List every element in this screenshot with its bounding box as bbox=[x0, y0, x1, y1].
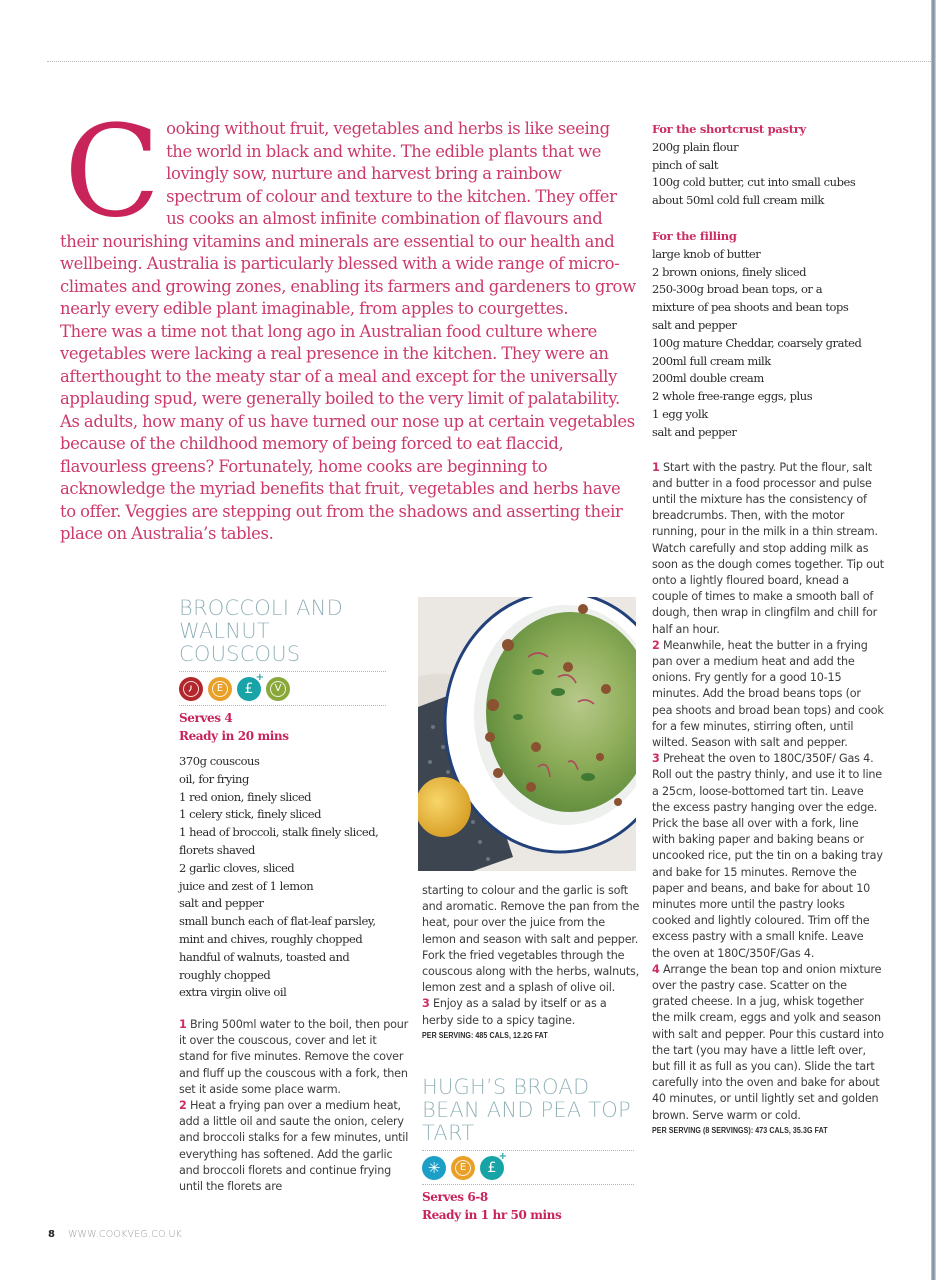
recipe-title: BROCCOLI AND WALNUT COUSCOUS bbox=[179, 596, 343, 666]
ingredient-item: 370g couscous bbox=[179, 754, 260, 768]
recipe-photo-couscous bbox=[418, 597, 636, 871]
budget-icon: £ + bbox=[237, 677, 261, 701]
dotted-divider bbox=[179, 705, 386, 706]
website-link[interactable]: WWW.COOKVEG.CO.UK bbox=[67, 1229, 183, 1240]
pastry-ingredients bbox=[652, 139, 884, 210]
ingredient-item: florets shaved bbox=[179, 842, 255, 857]
page-footer bbox=[48, 1229, 182, 1240]
recipe-tart-method bbox=[652, 460, 884, 1137]
intro-text bbox=[60, 98, 638, 546]
method-step-continued: starting to colour and the garlic is soft and aromatic. Remove the pan from the heat, pour over the juice from the lemon and season with salt and pepper. Fork the fried vegetables through the couscous along with the herbs, walnuts, lemon zest and a splash of olive oil. bbox=[422, 884, 640, 995]
ready-time-label: Ready in 20 mins bbox=[179, 729, 289, 743]
budget-icon: £ + bbox=[480, 1156, 504, 1180]
ingredient-item: 1 celery stick, finely sliced bbox=[179, 807, 322, 822]
recipe-title: HUGH’S BROAD BEAN AND PEA TOP TART bbox=[422, 1075, 631, 1145]
recipe-icons bbox=[422, 1151, 634, 1184]
ingredient-item: 250-300g broad bean tops, or a bbox=[652, 282, 823, 297]
method-step: 1 Bring 500ml water to the boil, then pour it over the couscous, cover and let it stand for five minutes. Remove the cover and fluff up the couscous with a fork, then set it aside some place warm. bbox=[179, 1018, 409, 1096]
recipe-broccoli-header bbox=[179, 597, 386, 745]
ingredient-item: extra virgin olive oil bbox=[179, 985, 287, 1000]
ingredient-item: 100g mature Cheddar, coarsely grated bbox=[652, 335, 862, 350]
ingredient-item: salt and pepper bbox=[652, 424, 737, 439]
nutrition-info: PER SERVING (8 SERVINGS): 473 CALS, 35.3G FAT bbox=[652, 1124, 828, 1135]
filling-ingredients bbox=[652, 246, 884, 442]
ingredient-item: 1 red onion, finely sliced bbox=[179, 789, 312, 804]
ingredient-item: pinch of salt bbox=[652, 157, 718, 172]
method-step: 3 Preheat the oven to 180C/350F/ Gas 4. Roll out the pastry thinly, and use it to line a 25cm, loose-bottomed tart tin. Leave the excess pastry hanging over the edge. Prick the base all over with a fork, line with baking paper and baking beans or uncooked rice, put the tin on a baking tray and bake for 15 minutes. Remove the paper and beans, and bake for about 10 minutes more until the pastry looks cooked and lightly coloured. Trim off the excess pastry with a small knife. Leave the oven at 180C/350F/Gas 4. bbox=[652, 752, 883, 960]
clock-icon bbox=[179, 677, 203, 701]
page-number: 8 bbox=[48, 1229, 55, 1240]
easy-icon: E bbox=[451, 1156, 475, 1180]
ingredient-item: 2 whole free-range eggs, plus bbox=[652, 389, 813, 404]
ingredient-item: 200ml full cream milk bbox=[652, 353, 771, 368]
serves-label: Serves 4 bbox=[179, 711, 233, 725]
recipe-tart-column bbox=[652, 121, 884, 1137]
ingredient-item: 2 garlic cloves, sliced bbox=[179, 860, 295, 875]
filling-heading: For the filling bbox=[652, 228, 737, 243]
ingredient-item: 1 head of broccoli, stalk finely sliced, bbox=[179, 825, 379, 840]
serves-label: Serves 6-8 bbox=[422, 1190, 488, 1204]
method-step: 2 Meanwhile, heat the butter in a frying pan over a medium heat and add the onions. Fry gently for a good 10-15 minutes. Add the broad beans tops (or pea shoots and broad bean tops) and cook for a few minutes, stirring often, until wilted. Season with salt and pepper. bbox=[652, 638, 884, 749]
page-edge-binding bbox=[931, 0, 936, 1280]
ingredient-item: mixture of pea shoots and bean tops bbox=[652, 300, 849, 315]
easy-icon: E bbox=[208, 677, 232, 701]
freezable-icon: ✳ bbox=[422, 1156, 446, 1180]
ingredient-item: 2 brown onions, finely sliced bbox=[652, 264, 807, 279]
ingredient-item: 1 egg yolk bbox=[652, 406, 708, 421]
ingredient-item: large knob of butter bbox=[652, 246, 761, 261]
ingredient-item: salt and pepper bbox=[652, 317, 737, 332]
top-dotted-rule bbox=[47, 61, 931, 62]
ingredient-item: mint and chives, roughly chopped bbox=[179, 931, 363, 946]
recipe-tart-header bbox=[422, 1076, 634, 1224]
recipe-broccoli-method bbox=[179, 1017, 409, 1195]
ingredient-item: 200ml double cream bbox=[652, 371, 764, 386]
intro-paragraph-1: ooking without fruit, vegetables and herbs is like seeing the world in black and white. The edible plants that we lovingly sow, nurture and harvest bring a rainbow spectrum of colour and texture to the kitchen. They offer us cooks an almost infinite combination of flavours and their nourishing vitamins and minerals are essential to our health and wellbeing. Australia is particularly blessed with a wide range of micro-climates and growing zones, enabling its farmers and gardeners to grow nearly every edible plant imaginable, from apples to courgettes. bbox=[60, 119, 636, 318]
ingredient-item: handful of walnuts, toasted and bbox=[179, 949, 350, 964]
ingredient-item: juice and zest of 1 lemon bbox=[179, 878, 314, 893]
drop-cap: C bbox=[64, 98, 161, 245]
ingredient-item: small bunch each of flat-leaf parsley, bbox=[179, 914, 376, 929]
method-step: 4 Arrange the bean top and onion mixture over the pastry case. Scatter on the grated cheese. In a jug, whisk together the milk cream, eggs and yolk and season with salt and pepper. Pour this custard into the tart (you may have a little left over, but fill it as full as you can). Slide the tart carefully into the oven and bake for about 40 minutes, or until lightly set and golden brown. Serve warm or cold. bbox=[652, 962, 884, 1122]
ingredient-item: salt and pepper bbox=[179, 896, 264, 911]
recipe-icons bbox=[179, 672, 386, 705]
intro-paragraph-2: There was a time not that long ago in Australian food culture where vegetables were lacking a real presence in the kitchen. They were an afterthought to the meaty star of a meal and except for the universally applauding spud, were generally boiled to the very limit of palatability. As adults, how many of us have turned our nose up at certain vegetables because of the childhood memory of being forced to eat flaccid, flavourless greens? Fortunately, home cooks are beginning to acknowledge the myriad benefits that fruit, vegetables and herbs have to offer. Veggies are stepping out from the shadows and asserting their place on Australia’s tables. bbox=[60, 321, 635, 543]
nutrition-info: PER SERVING: 485 CALS, 12.2G FAT bbox=[422, 1029, 548, 1040]
recipe-broccoli-ingredients bbox=[179, 753, 409, 1002]
method-step: 2 Heat a frying pan over a medium heat, add a little oil and saute the onion, celery and broccoli stalks for a few minutes, until everything has softened. Add the garlic and broccoli florets and continue frying until the florets are bbox=[179, 1099, 409, 1194]
ingredient-item: 200g plain flour bbox=[652, 139, 739, 154]
ready-time-label: Ready in 1 hr 50 mins bbox=[422, 1208, 562, 1222]
vegetarian-icon: V bbox=[266, 677, 290, 701]
pastry-heading: For the shortcrust pastry bbox=[652, 122, 806, 136]
ingredient-item: 100g cold butter, cut into small cubes bbox=[652, 175, 856, 190]
ingredient-item: roughly chopped bbox=[179, 967, 271, 982]
ingredient-item: about 50ml cold full cream milk bbox=[652, 193, 824, 208]
method-step: 1 Start with the pastry. Put the flour, salt and butter in a food processor and pulse until the mixture has the consistency of breadcrumbs. Then, with the motor running, pour in the milk in a thin stream. Watch carefully and stop adding milk as soon as the dough comes together. Tip out onto a lightly floured board, knead a couple of times to make a smooth ball of dough, then wrap in clingfilm and chill for half an hour. bbox=[652, 460, 884, 636]
method-step: 3 Enjoy as a salad by itself or as a herby side to a spicy tagine. bbox=[422, 997, 607, 1027]
recipe-broccoli-method-continued bbox=[422, 883, 640, 1042]
ingredient-item: oil, for frying bbox=[179, 771, 249, 786]
dotted-divider bbox=[422, 1184, 634, 1185]
